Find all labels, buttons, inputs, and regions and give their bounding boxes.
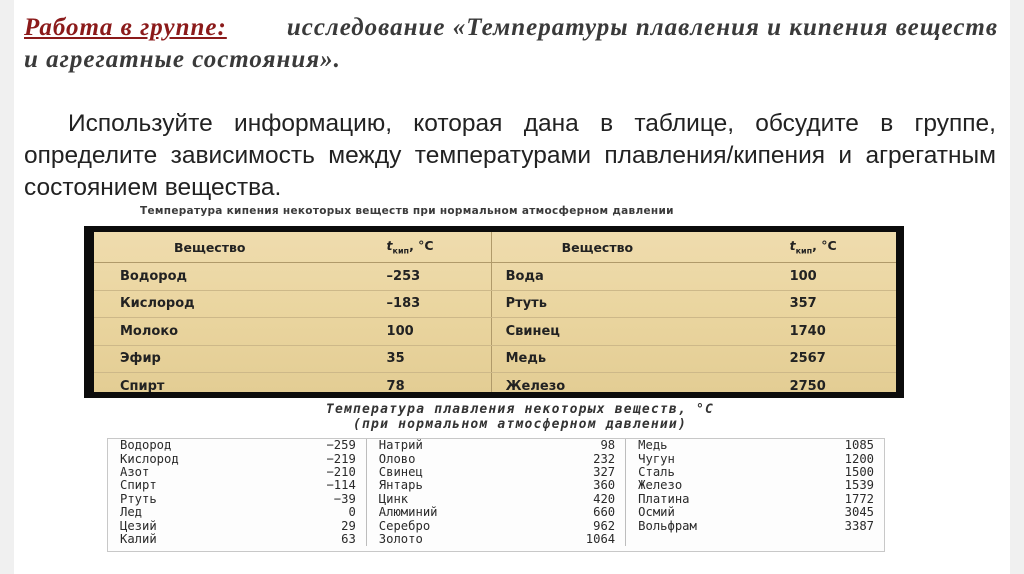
header-substance-1: Вещество xyxy=(94,232,379,263)
right-margin-bar xyxy=(1010,0,1024,574)
temp-cell: 100 xyxy=(774,263,896,291)
boiling-table-row xyxy=(94,345,896,373)
left-margin-bar xyxy=(0,0,14,574)
substance-cell: Серебро xyxy=(378,518,431,533)
boiling-table-row xyxy=(94,318,896,346)
melting-caption-line1: Температура плавления некоторых веществ, °С xyxy=(325,402,715,417)
substance-cell: Сталь xyxy=(638,464,675,479)
substance-cell: Золото xyxy=(378,531,423,546)
substance-cell: Цезий xyxy=(120,518,157,533)
temp-cell: 1772 xyxy=(844,491,874,506)
boiling-table-row xyxy=(94,263,896,291)
temp-cell: 660 xyxy=(529,506,626,519)
temp-cell: −259 xyxy=(270,439,367,452)
temp-cell: 3387 xyxy=(844,518,874,533)
substance-cell: Водород xyxy=(94,263,379,291)
substance-cell: Лед xyxy=(120,505,143,520)
melting-table-row xyxy=(108,519,884,532)
substance-cell: Железо xyxy=(638,478,683,493)
substance-cell: Свинец xyxy=(378,464,423,479)
substance-cell: Олово xyxy=(378,451,416,466)
substance-cell: Ртуть xyxy=(491,290,773,318)
substance-cell: Спирт xyxy=(120,478,157,493)
temp-cell: 1740 xyxy=(774,318,896,346)
melting-table-row xyxy=(108,452,884,465)
melting-table-row xyxy=(108,493,884,506)
boiling-table-caption: Температура кипения некоторых веществ при нормальном атмосферном давлении xyxy=(140,205,674,217)
temp-cell: 78 xyxy=(379,373,492,393)
substance-cell: Кислород xyxy=(94,290,379,318)
melting-table-row xyxy=(108,506,884,519)
substance-cell: Алюминий xyxy=(378,505,438,520)
temp-cell xyxy=(788,533,884,546)
temp-cell: 35 xyxy=(379,345,492,373)
temp-cell: −210 xyxy=(270,466,367,479)
boiling-table-header xyxy=(94,232,896,263)
temp-cell: 3045 xyxy=(844,505,874,520)
temp-cell: 1200 xyxy=(844,451,874,466)
substance-cell xyxy=(626,533,789,546)
slide-heading xyxy=(24,12,1000,76)
melting-table xyxy=(108,439,884,546)
melting-table-row xyxy=(108,466,884,479)
temp-cell: 98 xyxy=(529,439,626,452)
header-substance-2: Вещество xyxy=(491,232,773,263)
substance-cell: Молоко xyxy=(94,318,379,346)
boiling-table-row xyxy=(94,373,896,393)
substance-cell: Осмий xyxy=(638,505,675,520)
temp-cell: 327 xyxy=(529,466,626,479)
temp-cell: 63 xyxy=(270,533,367,546)
boiling-table-row xyxy=(94,290,896,318)
temp-cell: 420 xyxy=(529,493,626,506)
substance-cell: Калий xyxy=(120,531,157,546)
header-temp-1: $t_{кип}$, °С xyxy=(379,232,492,263)
temp-cell: 2750 xyxy=(774,373,896,393)
substance-cell: Медь xyxy=(638,438,668,453)
substance-cell: Водород xyxy=(120,438,172,453)
temp-cell: 1064 xyxy=(529,533,626,546)
substance-cell: Спирт xyxy=(94,373,379,393)
temp-cell: 1085 xyxy=(844,438,874,453)
temp-cell: 360 xyxy=(529,479,626,492)
boiling-table xyxy=(94,232,896,392)
instructions-text: Используйте информацию, которая дана в таблице, обсудите в группе, определите зависимость между температурами плавления/кипения и агрегатным состоянием вещества. xyxy=(24,110,996,201)
temp-cell: –183 xyxy=(379,290,492,318)
temp-cell: 962 xyxy=(529,519,626,532)
melting-caption-line2: (при нормальном атмосферном давлении) xyxy=(353,417,687,432)
temp-cell: 232 xyxy=(529,452,626,465)
melting-table-frame xyxy=(107,438,885,552)
header-temp-2: $t_{кип}$, °С xyxy=(774,232,896,263)
temp-cell: 2567 xyxy=(774,345,896,373)
melting-table-row xyxy=(108,439,884,452)
heading-text: исследование «Температуры плавления и кипения веществ и агрегатные состояния». xyxy=(24,14,999,73)
substance-cell: Медь xyxy=(491,345,773,373)
substance-cell: Янтарь xyxy=(378,478,423,493)
substance-cell: Азот xyxy=(120,464,150,479)
temp-cell: –253 xyxy=(379,263,492,291)
temp-cell: −219 xyxy=(270,452,367,465)
temp-cell: 357 xyxy=(774,290,896,318)
melting-table-row xyxy=(108,479,884,492)
substance-cell: Вода xyxy=(491,263,773,291)
temp-cell: −114 xyxy=(270,479,367,492)
temp-cell: 29 xyxy=(270,519,367,532)
heading-label: Работа в группе: xyxy=(24,14,227,41)
boiling-table-panel xyxy=(94,232,896,392)
melting-table-caption xyxy=(150,402,890,432)
substance-cell: Эфир xyxy=(94,345,379,373)
substance-cell: Натрий xyxy=(378,438,423,453)
temp-cell: 1500 xyxy=(844,464,874,479)
boiling-table-frame xyxy=(84,226,904,398)
substance-cell: Платина xyxy=(638,491,690,506)
substance-cell: Чугун xyxy=(638,451,675,466)
temp-cell: 100 xyxy=(379,318,492,346)
substance-cell: Свинец xyxy=(491,318,773,346)
substance-cell: Кислород xyxy=(120,451,179,466)
substance-cell: Вольфрам xyxy=(638,518,697,533)
substance-cell: Цинк xyxy=(378,491,409,506)
temp-cell: −39 xyxy=(270,493,367,506)
temp-cell: 0 xyxy=(270,506,367,519)
temp-cell: 1539 xyxy=(844,478,874,493)
substance-cell: Железо xyxy=(491,373,773,393)
substance-cell: Ртуть xyxy=(120,491,157,506)
melting-table-row xyxy=(108,533,884,546)
